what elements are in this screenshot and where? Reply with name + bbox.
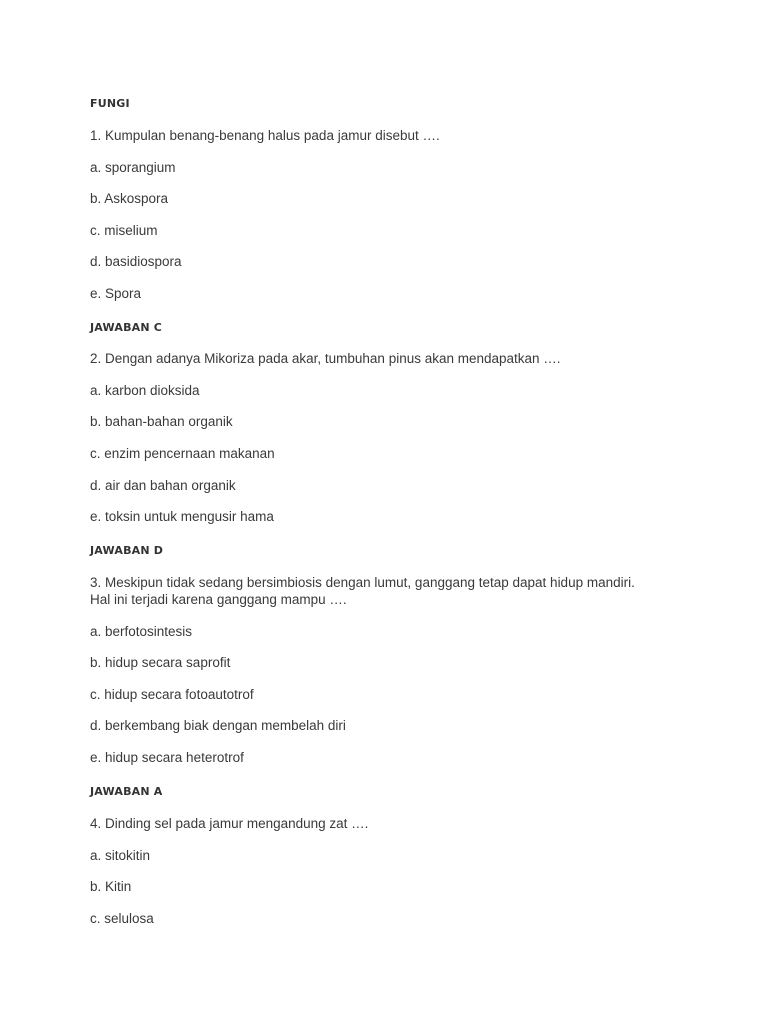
q1-option-c: c. miselium [90,223,158,238]
question-1-text: 1. Kumpulan benang-benang halus pada jamur disebut …. [90,128,440,143]
q2-answer: JAWABAN D [90,544,164,557]
q1-option-e: e. Spora [90,286,142,301]
q1-option-a: a. sporangium [90,160,176,175]
q2-option-e: e. toksin untuk mengusir hama [90,509,274,524]
q3-option-c: c. hidup secara fotoautotrof [90,687,254,702]
q1-option-b: b. Askospora [90,191,169,206]
q2-option-d: d. air dan bahan organik [90,478,236,493]
q4-option-c: c. selulosa [90,911,154,926]
question-4-text: 4. Dinding sel pada jamur mengandung zat …. [90,816,369,831]
q1-answer: JAWABAN C [90,321,163,334]
q2-option-b: b. bahan-bahan organik [90,414,233,429]
question-3-text-line1: 3. Meskipun tidak sedang bersimbiosis dengan lumut, ganggang tetap dapat hidup mandiri. [90,575,635,590]
q3-option-a: a. berfotosintesis [90,624,193,639]
q4-option-b: b. Kitin [90,879,132,894]
q1-option-d: d. basidiospora [90,254,182,269]
q3-answer: JAWABAN A [90,785,163,798]
q3-option-e: e. hidup secara heterotrof [90,750,244,765]
document-title: FUNGI [90,97,130,110]
q3-option-b: b. hidup secara saprofit [90,655,231,670]
q4-option-a: a. sitokitin [90,848,151,863]
question-2-text: 2. Dengan adanya Mikoriza pada akar, tumbuhan pinus akan mendapatkan …. [90,351,561,366]
q3-option-d: d. berkembang biak dengan membelah diri [90,718,346,733]
q2-option-a: a. karbon dioksida [90,383,200,398]
q2-option-c: c. enzim pencernaan makanan [90,446,275,461]
question-3-text-line2: Hal ini terjadi karena ganggang mampu …. [90,592,347,607]
